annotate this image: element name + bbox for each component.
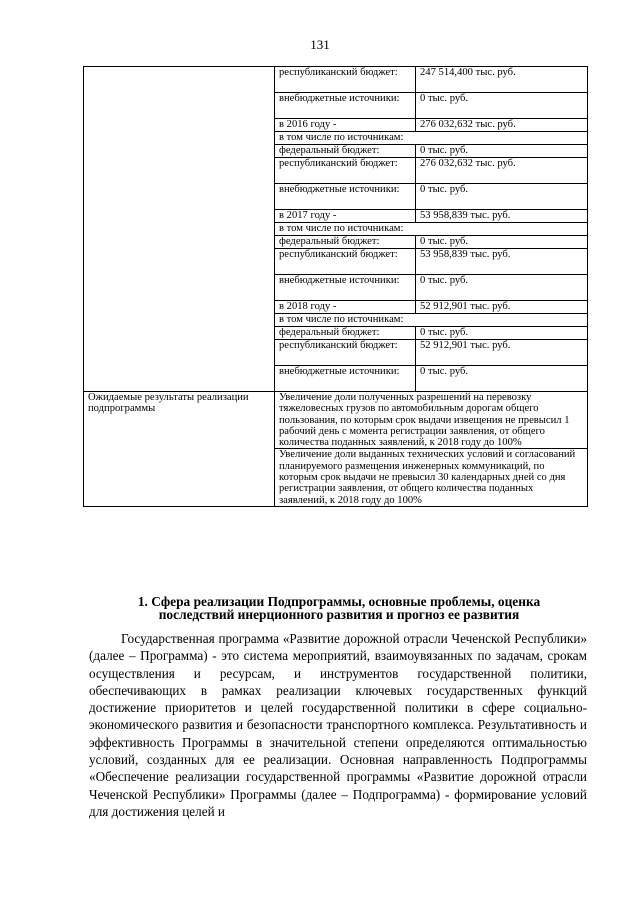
funding-sources-heading: в том числе по источникам:	[275, 223, 588, 236]
funding-label: внебюджетные источники:	[275, 184, 416, 210]
results-label: Ожидаемые результаты реализации подпрограммы	[84, 392, 275, 507]
funding-value: 247 514,400 тыс. руб.	[416, 67, 588, 93]
funding-value: 0 тыс. руб.	[416, 366, 588, 392]
funding-year-label: в 2018 году -	[275, 301, 416, 314]
table-row	[84, 392, 588, 449]
table-row	[84, 67, 588, 93]
funding-label: республиканский бюджет:	[275, 340, 416, 366]
funding-value: 0 тыс. руб.	[416, 145, 588, 158]
funding-label: федеральный бюджет:	[275, 236, 416, 249]
empty-label-cell	[84, 67, 275, 392]
funding-sources-heading: в том числе по источникам:	[275, 132, 588, 145]
funding-year-value: 276 032,632 тыс. руб.	[416, 119, 588, 132]
funding-value: 0 тыс. руб.	[416, 93, 588, 119]
result-item: Увеличение доли полученных разрешений на перевозку тяжеловесных грузов по автомобильным дорогам общего пользования, по которым срок выдачи извещения не превысил 1 рабочий день с момента регистрации заявления, от общего количества поданных заявлений, к 2018 году до 100%	[275, 392, 588, 449]
funding-label: республиканский бюджет:	[275, 158, 416, 184]
funding-year-label: в 2016 году -	[275, 119, 416, 132]
funding-value: 0 тыс. руб.	[416, 184, 588, 210]
funding-year-value: 53 958,839 тыс. руб.	[416, 210, 588, 223]
funding-label: республиканский бюджет:	[275, 249, 416, 275]
funding-value: 53 958,839 тыс. руб.	[416, 249, 588, 275]
funding-year-label: в 2017 году -	[275, 210, 416, 223]
funding-value: 52 912,901 тыс. руб.	[416, 340, 588, 366]
funding-year-value: 52 912,901 тыс. руб.	[416, 301, 588, 314]
section-title: 1. Сфера реализации Подпрограммы, основные проблемы, оценка последствий инерционного развития и прогноз ее развития	[137, 594, 541, 622]
funding-value: 0 тыс. руб.	[416, 236, 588, 249]
passport-table	[83, 66, 588, 507]
funding-label: внебюджетные источники:	[275, 93, 416, 119]
funding-label: федеральный бюджет:	[275, 145, 416, 158]
funding-label: внебюджетные источники:	[275, 275, 416, 301]
funding-value: 276 032,632 тыс. руб.	[416, 158, 588, 184]
funding-sources-heading: в том числе по источникам:	[275, 314, 588, 327]
funding-value: 0 тыс. руб.	[416, 327, 588, 340]
result-item: Увеличение доли выданных технических условий и согласований планируемого размещения инженерных коммуникаций, по которым срок выдачи не превысил 30 календарных дней со дня регистрации заявления, от общего количества поданных заявлений, к 2018 году до 100%	[275, 449, 588, 506]
funding-value: 0 тыс. руб.	[416, 275, 588, 301]
page-number: 131	[310, 37, 330, 52]
body-paragraph: Государственная программа «Развитие дорожной отрасли Чеченской Республики» (далее – Программа) - это система мероприятий, взаимоувязанных по задачам, срокам осуществления и ресурсам, и инструментов государственной политики, обеспечивающих в рамках реализации ключевых государственных функций достижение приоритетов и целей государственной политики в сфере социально-экономического развития и безопасности транспортного комплекса. Результативность и эффективность Программы в значительной степени определяются оптимальностью условий, созданных для ее реализации. Основная направленность Подпрограммы «Обеспечение реализации государственной программы «Развитие дорожной отрасли Чеченской Республики» Программы (далее – Подпрограмма) - формирование условий для достижения целей и	[89, 631, 587, 819]
funding-label: республиканский бюджет:	[275, 67, 416, 93]
funding-label: внебюджетные источники:	[275, 366, 416, 392]
funding-label: федеральный бюджет:	[275, 327, 416, 340]
